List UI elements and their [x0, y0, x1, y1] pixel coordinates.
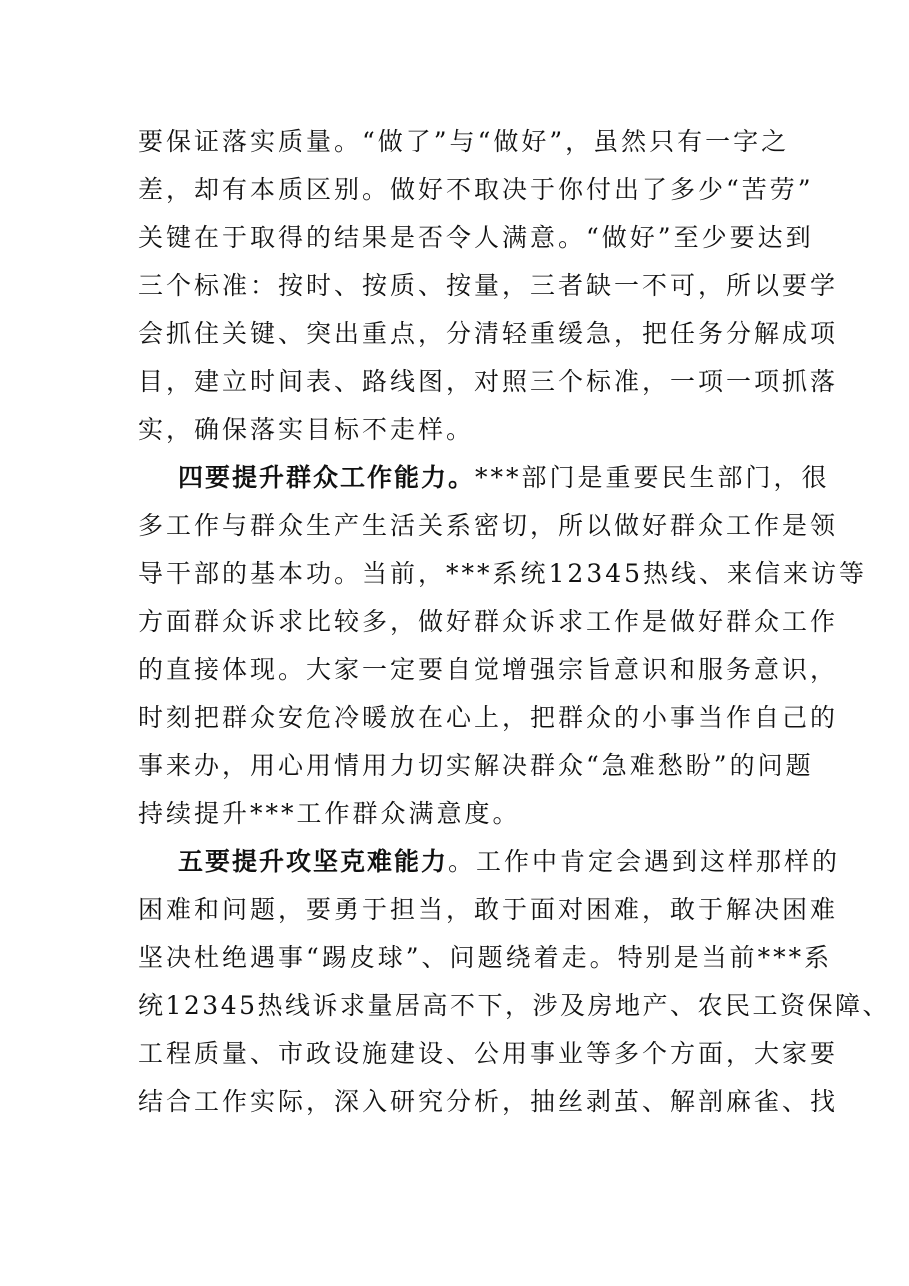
- text-line: 目，建立时间表、路线图，对照三个标准，一项一项抓落: [138, 367, 839, 396]
- text-line: 时刻把群众安危冷暖放在心上，把群众的小事当作自己的: [138, 703, 839, 732]
- text-line: 实，确保落实目标不走样。: [138, 415, 475, 444]
- text-line: 方面群众诉求比较多，做好群众诉求工作是做好群众工作: [138, 607, 839, 636]
- text-line: 困难和问题，要勇于担当，敢于面对困难，敢于解决困难: [138, 895, 839, 924]
- text-line: 事来办，用心用情用力切实解决群众“急难愁盼”的问题: [138, 751, 814, 780]
- text-line: 统12345热线诉求量居高不下，涉及房地产、农民工资保障、: [138, 991, 891, 1020]
- text-line: 工程质量、市政设施建设、公用事业等多个方面，大家要: [138, 1039, 839, 1068]
- text-line: 导干部的基本功。当前，***系统12345热线、来信来访等: [138, 559, 868, 588]
- paragraph-first-line: [178, 458, 838, 498]
- paragraph-first-line: [178, 842, 841, 882]
- text-line: 三个标准：按时、按质、按量，三者缺一不可，所以要学: [138, 271, 839, 300]
- text-line: 结合工作实际，深入研究分析，抽丝剥茧、解剖麻雀、找: [138, 1087, 839, 1116]
- text-line: 会抓住关键、突出重点，分清轻重缓急，把任务分解成项: [138, 319, 839, 348]
- paragraph-heading: 四要提升群众工作能力。: [178, 463, 476, 492]
- paragraph-text: 。工作中肯定会遇到这样那样的: [448, 847, 841, 876]
- text-line: 差，却有本质区别。做好不取决于你付出了多少“苦劳”: [138, 175, 814, 204]
- text-line: 要保证落实质量。“做了”与“做好”，虽然只有一字之: [138, 127, 790, 156]
- paragraph-text: ***部门是重要民生部门，很: [475, 463, 830, 492]
- text-line: 的直接体现。大家一定要自觉增强宗旨意识和服务意识，: [138, 655, 839, 684]
- paragraph-heading: 五要提升攻坚克难能力: [178, 847, 449, 876]
- text-line: 多工作与群众生产生活关系密切，所以做好群众工作是领: [138, 511, 839, 540]
- text-line: 关键在于取得的结果是否令人满意。“做好”至少要达到: [138, 223, 814, 252]
- text-line: 坚决杜绝遇事“踢皮球”、问题绕着走。特别是当前***系: [138, 943, 833, 972]
- text-line: 持续提升***工作群众满意度。: [138, 799, 521, 828]
